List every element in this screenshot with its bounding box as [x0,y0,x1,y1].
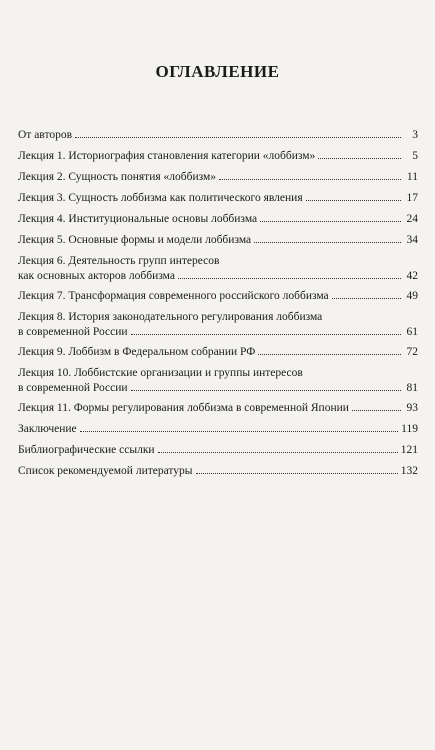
toc-page-number: 61 [406,326,418,338]
dot-leader [318,158,401,159]
toc-page-number: 3 [412,129,418,141]
toc-page-number: 72 [406,346,418,358]
page-title: ОГЛАВЛЕНИЕ [155,62,280,81]
toc-entry-text: Лекция 7. Трансформация современного российского лоббизма [18,290,329,302]
toc-entry [18,443,418,458]
toc-page-number: 93 [406,402,418,414]
toc-entry-text: Лекция 1. Историография становления категории «лоббизм» [18,150,316,162]
dot-leader [178,278,401,279]
toc-page-number: 81 [406,382,418,394]
toc-entry [18,254,418,284]
toc-entry-text: Лекция 3. Сущность лоббизма как политического явления [18,192,303,204]
toc-entry [18,149,418,164]
toc-entry [18,422,418,437]
toc-entry [18,289,418,304]
dot-leader [352,410,401,411]
dot-leader [260,221,401,222]
dot-leader [158,452,398,453]
dot-leader [306,200,401,201]
bleed-through-text [0,6,435,16]
dot-leader [131,390,401,391]
toc-entry-text: в современной России [18,382,128,394]
dot-leader [196,473,398,474]
dot-leader [80,431,399,432]
toc-page-number: 24 [406,213,418,225]
dot-leader [131,334,401,335]
toc-entry-text: Заключение [18,423,77,435]
toc-entry-text: Лекция 8. История законодательного регулирования лоббизма [18,311,323,323]
toc-entry [18,170,418,185]
bleed-through-large [0,520,435,530]
toc-entry-text: Список рекомендуемой литературы [18,465,193,477]
toc-entry-text: Лекция 11. Формы регулирования лоббизма в современной Японии [18,402,349,414]
toc-entry-text: Лекция 5. Основные формы и модели лоббизма [18,234,252,246]
toc-entry [18,366,418,396]
toc-page-number: 17 [406,192,418,204]
toc-entry-text: как основных акторов лоббизма [18,270,175,282]
table-of-contents [18,128,418,485]
toc-entry [18,310,418,340]
toc-page-number: 119 [401,423,418,435]
dot-leader [258,354,401,355]
toc-entry-text: Лекция 2. Сущность понятия «лоббизм» [18,171,217,183]
toc-page-number: 121 [400,444,418,456]
toc-entry-text: в современной России [18,326,128,338]
toc-entry-text: От авторов [18,129,73,141]
toc-page-number: 5 [412,150,418,162]
toc-page-number: 49 [406,290,418,302]
dot-leader [254,242,401,243]
toc-entry [18,128,418,143]
toc-entry-text: Лекция 9. Лоббизм в Федеральном собрании РФ [18,346,256,358]
toc-entry-text: Лекция 6. Деятельность групп интересов [18,255,220,267]
dot-leader [219,179,401,180]
dot-leader [75,137,401,138]
toc-entry-text: Лекция 10. Лоббистские организации и группы интересов [18,367,303,379]
toc-entry [18,464,418,479]
toc-page-number: 42 [406,270,418,282]
toc-entry-text: Библиографические ссылки [18,444,155,456]
toc-entry [18,233,418,248]
dot-leader [332,298,401,299]
toc-entry [18,191,418,206]
toc-entry-text: Лекция 4. Институциональные основы лоббизма [18,213,258,225]
toc-entry [18,401,418,416]
toc-page-number: 11 [406,171,418,183]
toc-page-number: 34 [406,234,418,246]
toc-entry [18,212,418,227]
toc-entry [18,345,418,360]
toc-page-number: 132 [400,465,418,477]
